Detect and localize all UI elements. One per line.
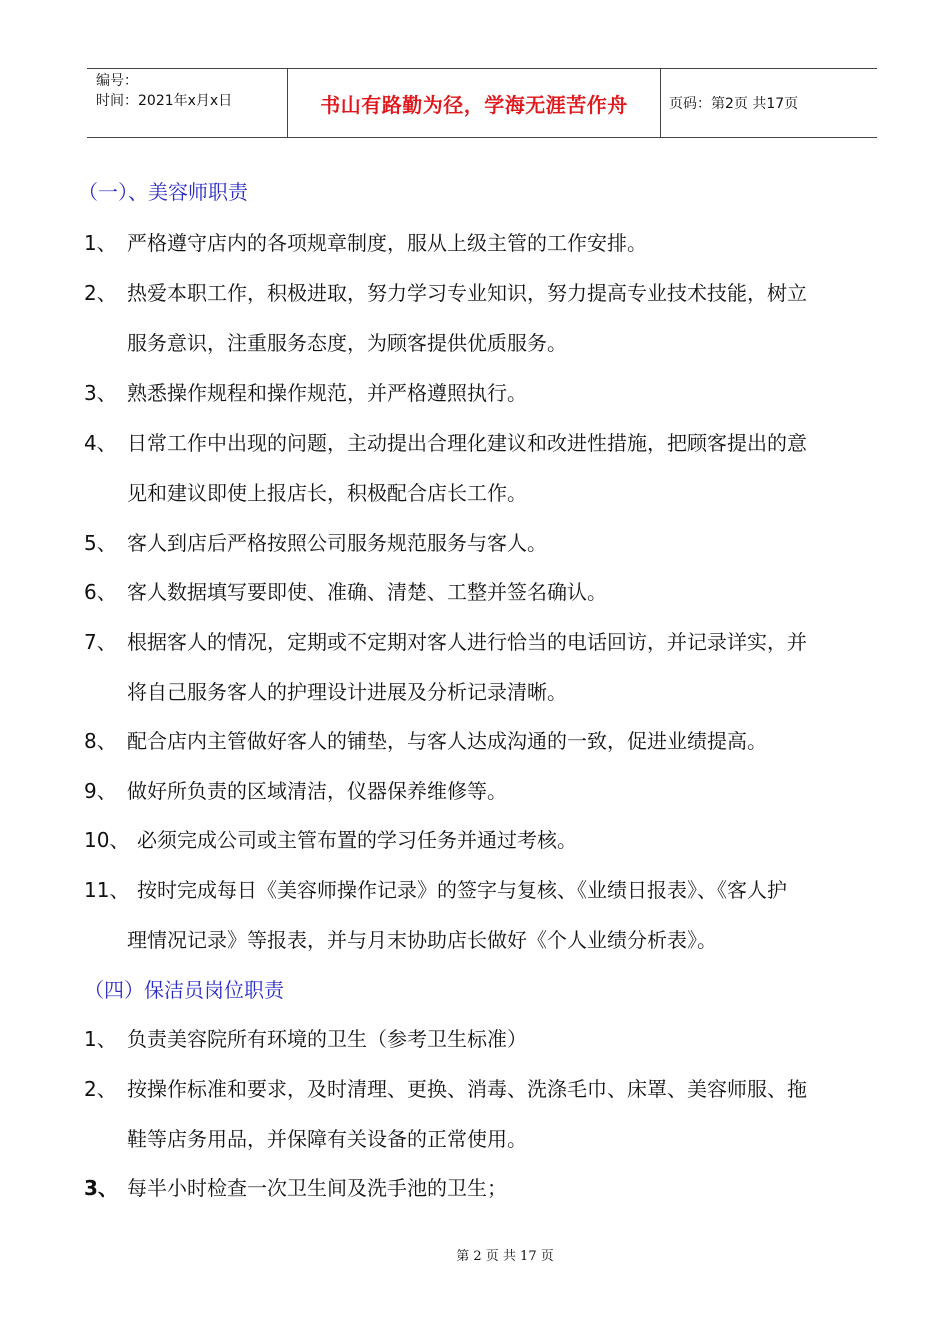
list-item: [84, 567, 899, 617]
page-footer: 第 2 页 共 17 页: [456, 1249, 554, 1264]
item-number: 6、: [84, 580, 117, 604]
item-number: 4、: [84, 431, 117, 455]
list-item: [84, 1163, 899, 1213]
item-text: 必须完成公司或主管布置的学习任务并通过考核。: [137, 828, 577, 852]
item-text: 客人数据填写要即使、准确、清楚、工整并签名确认。: [127, 580, 607, 604]
list-item: [84, 1064, 899, 1164]
item-text: 客人到店后严格按照公司服务规范服务与客人。: [127, 531, 547, 555]
item-text: 严格遵守店内的各项规章制度，服从上级主管的工作安排。: [127, 231, 647, 255]
item-number: 5、: [84, 531, 117, 555]
list-item: [84, 617, 899, 717]
item-number: 11、: [84, 878, 130, 902]
item-number: 2、: [84, 281, 117, 305]
item-text-continued: 服务意识，注重服务态度，为顾客提供优质服务。: [127, 331, 567, 355]
list-item: [84, 865, 899, 965]
item-text: 做好所负责的区域清洁，仪器保养维修等。: [127, 779, 507, 803]
item-number: 2、: [84, 1077, 117, 1101]
item-text-continued: 将自己服务客人的护理设计进展及分析记录清晰。: [127, 680, 567, 704]
list-item: [84, 218, 899, 268]
list-item: [84, 518, 899, 568]
item-number: 1、: [84, 1027, 117, 1051]
item-number: 7、: [84, 630, 117, 654]
item-text: 配合店内主管做好客人的铺垫，与客人达成沟通的一致，促进业绩提高。: [127, 729, 767, 753]
item-text: 根据客人的情况，定期或不定期对客人进行恰当的电话回访，并记录详实，并: [127, 630, 807, 654]
item-number: 1、: [84, 231, 117, 255]
item-number: 8、: [84, 729, 117, 753]
item-text: 热爱本职工作，积极进取，努力学习专业知识，努力提高专业技术技能，树立: [127, 281, 807, 305]
item-text: 负责美容院所有环境的卫生（参考卫生标准）: [127, 1027, 527, 1051]
page-header: [87, 68, 877, 138]
item-text-continued: 鞋等店务用品，并保障有关设备的正常使用。: [127, 1127, 527, 1151]
list-item: [84, 1014, 899, 1064]
document-number-label: 编号：: [96, 73, 138, 89]
item-text-continued: 见和建议即使上报店长，积极配合店长工作。: [127, 481, 527, 505]
list-item: [84, 716, 899, 766]
header-slogan: 书山有路勤为径，学海无涯苦作舟: [287, 69, 661, 137]
item-text: 按操作标准和要求，及时清理、更换、消毒、洗涤毛巾、床罩、美容师服、拖: [127, 1077, 807, 1101]
list-item: [84, 418, 899, 518]
section-title-cleaner: （四）保洁员岗位职责: [84, 978, 284, 1002]
item-number: 3、: [84, 381, 117, 405]
item-text: 日常工作中出现的问题，主动提出合理化建议和改进性措施，把顾客提出的意: [127, 431, 807, 455]
list-item: [84, 268, 899, 368]
list-item: [84, 766, 899, 816]
item-text: 每半小时检查一次卫生间及洗手池的卫生；: [127, 1176, 507, 1200]
item-text: 熟悉操作规程和操作规范，并严格遵照执行。: [127, 381, 527, 405]
item-text: 按时完成每日《美容师操作记录》的签字与复核、《业绩日报表》、《客人护: [137, 878, 787, 902]
item-text-continued: 理情况记录》等报表，并与月末协助店长做好《个人业绩分析表》。: [127, 928, 717, 952]
list-item: [84, 815, 899, 865]
header-page-number: 页码：第2页 共17页: [669, 96, 799, 112]
item-number: 3、: [84, 1176, 118, 1200]
document-time-label: 时间：2021年x月x日: [96, 93, 233, 109]
section-title-beautician: （一）、美容师职责: [78, 180, 248, 204]
list-item: [84, 368, 899, 418]
header-meta: [87, 69, 287, 137]
item-number: 10、: [84, 828, 130, 852]
item-number: 9、: [84, 779, 117, 803]
